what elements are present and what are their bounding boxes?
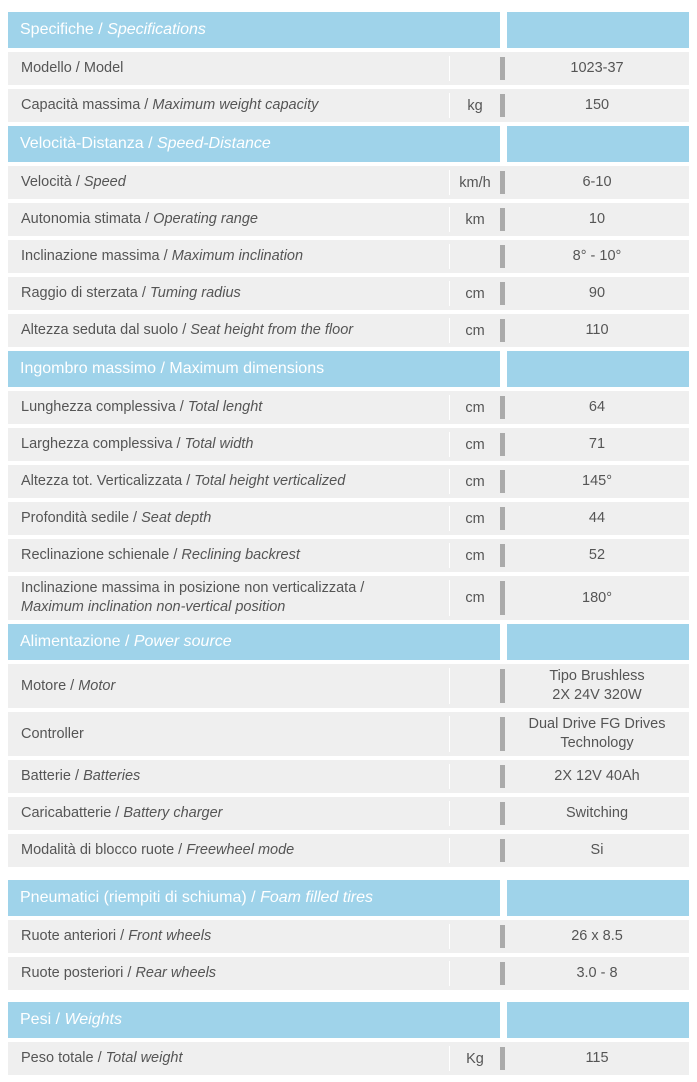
spec-unit: cm (465, 547, 485, 564)
spec-label (8, 89, 449, 122)
unit-cell (449, 391, 500, 424)
spec-value-line: 2X 24V 320W (552, 687, 642, 703)
spec-value-line: 150 (584, 97, 610, 114)
unit-divider (449, 56, 450, 81)
spec-row (8, 797, 689, 830)
spec-row (8, 834, 689, 867)
section-title-it: Alimentazione / (20, 633, 134, 650)
unit-cell (449, 166, 500, 199)
spec-label-en: Total width (184, 436, 254, 453)
unit-cell (449, 428, 500, 461)
spec-row (8, 1042, 689, 1075)
spec-value-line: 110 (585, 322, 609, 339)
spec-row (8, 576, 689, 620)
section-header (8, 126, 689, 162)
spec-label-en: Reclining backrest (181, 547, 300, 564)
spec-value-line: Dual Drive FG Drives (528, 716, 666, 733)
spec-value (505, 1042, 689, 1075)
spec-label (8, 664, 449, 708)
spec-value (505, 465, 689, 498)
spec-label-it: Ruote anteriori / (21, 928, 129, 945)
spec-value-line: 145° (582, 473, 612, 490)
unit-divider (449, 961, 450, 986)
spec-value (505, 166, 689, 199)
section-title-en: Specifications (107, 21, 206, 38)
spec-unit: cm (465, 285, 485, 302)
spec-label-en: Total lenght (187, 399, 263, 416)
spec-label (8, 277, 449, 310)
header-value-cell (507, 351, 689, 387)
section-header (8, 624, 689, 660)
unit-cell (449, 834, 500, 867)
spec-unit: cm (465, 473, 485, 490)
spec-value-line: 52 (588, 547, 606, 564)
spec-label-en: Maximum inclination (171, 248, 304, 265)
spec-label-it: Modalità di blocco ruote / (21, 842, 187, 859)
spec-unit: cm (465, 322, 485, 339)
header-divider (500, 1002, 507, 1038)
spec-unit: km (465, 211, 485, 228)
header-divider (500, 624, 507, 660)
unit-cell (449, 89, 500, 122)
spec-row (8, 664, 689, 708)
section-title-en: Foam filled tires (260, 889, 373, 906)
spec-label-en: Front wheels (128, 928, 212, 945)
spec-value (505, 664, 689, 708)
spec-value-line: Tipo Brushless (549, 668, 645, 685)
unit-divider (449, 668, 450, 704)
spec-value-line: Switching (565, 805, 629, 822)
spec-value (505, 797, 689, 830)
spec-value-line: 64 (588, 399, 606, 416)
unit-cell (449, 277, 500, 310)
section-title (8, 351, 500, 387)
spec-label-it: Ruote posteriori / (21, 965, 136, 982)
spec-label (8, 920, 449, 953)
spec-label-it: Reclinazione schienale / (21, 547, 182, 564)
spec-value (505, 502, 689, 535)
spec-value (505, 957, 689, 990)
unit-divider (449, 764, 450, 789)
section-title-en: Power source (133, 633, 232, 650)
spec-label-it: Capacità massima / (21, 97, 153, 114)
unit-cell (449, 240, 500, 273)
spec-label-it: Batterie / (21, 768, 84, 785)
spec-label-en: Battery charger (123, 805, 223, 822)
unit-cell (449, 465, 500, 498)
spec-value-line: 26 x 8.5 (571, 928, 623, 945)
section-title (8, 126, 500, 162)
spec-sheet (8, 0, 689, 1075)
spec-label (8, 576, 449, 620)
unit-divider (449, 924, 450, 949)
spec-label (8, 203, 449, 236)
section-header (8, 351, 689, 387)
spec-label (8, 797, 449, 830)
spec-label (8, 240, 449, 273)
spec-value-line: 2X 12V 40Ah (554, 768, 640, 785)
spec-value-line: 6-10 (582, 174, 612, 191)
spec-label-en: Operating range (153, 211, 258, 228)
spec-unit: km/h (459, 174, 491, 191)
unit-cell (449, 52, 500, 85)
spec-label (8, 760, 449, 793)
spec-value-line: 1023-37 (570, 60, 624, 77)
spec-label (8, 712, 449, 756)
spec-row (8, 89, 689, 122)
spec-label (8, 957, 449, 990)
spec-label (8, 539, 449, 572)
header-divider (500, 12, 507, 48)
spec-value (505, 89, 689, 122)
spec-label-it: Autonomia stimata / (21, 211, 154, 228)
spec-label-en: Total weight (105, 1050, 183, 1067)
section-title-it: Ingombro massimo / Maximum dimensions (20, 360, 325, 377)
section-title (8, 12, 500, 48)
spec-label-it: Caricabatterie / (21, 805, 124, 822)
spec-value-line: 3.0 - 8 (576, 965, 618, 982)
section-title-it: Specifiche / (20, 21, 108, 38)
spec-row (8, 957, 689, 990)
section-title (8, 1002, 500, 1038)
spec-row (8, 240, 689, 273)
spec-value (505, 920, 689, 953)
spec-row (8, 502, 689, 535)
spec-value-line: 44 (588, 510, 606, 527)
spec-label-en: Total height verticalized (194, 473, 346, 490)
header-value-cell (507, 12, 689, 48)
spec-value (505, 576, 689, 620)
spec-value-line: 8° - 10° (572, 248, 622, 265)
unit-cell (449, 502, 500, 535)
spec-row (8, 203, 689, 236)
section-title-en: Speed-Distance (156, 135, 271, 152)
spec-unit: cm (465, 436, 485, 453)
header-value-cell (507, 1002, 689, 1038)
spec-value (505, 277, 689, 310)
spec-row (8, 166, 689, 199)
spec-label-it: Altezza tot. Verticalizzata / (21, 473, 195, 490)
spec-label (8, 314, 449, 347)
header-value-cell (507, 880, 689, 916)
unit-divider (449, 716, 450, 752)
spec-label-it: Lunghezza complessiva / (21, 399, 188, 416)
spec-value-line: 180° (582, 589, 612, 606)
spec-value (505, 314, 689, 347)
spec-value-line: Si (590, 842, 604, 859)
spec-row (8, 314, 689, 347)
section-header (8, 1002, 689, 1038)
section-header (8, 12, 689, 48)
spec-label-it: Velocità / (21, 174, 84, 191)
spec-label-it: Profondità sedile / (21, 510, 142, 527)
spec-label-en: Rear wheels (135, 965, 217, 982)
spec-value-line: Technology (560, 735, 634, 751)
section-header (8, 880, 689, 916)
spec-label-it: Altezza seduta dal suolo / (21, 322, 191, 339)
unit-cell (449, 664, 500, 708)
spec-value-line: 115 (585, 1050, 609, 1067)
spec-value (505, 428, 689, 461)
spec-unit: cm (465, 510, 485, 527)
spec-label-it: Inclinazione massima in posizione non verticalizzata / (21, 580, 369, 597)
spec-row (8, 52, 689, 85)
unit-divider (449, 801, 450, 826)
spec-label-en: Speed (83, 174, 126, 191)
unit-cell (449, 957, 500, 990)
spec-unit: kg (467, 97, 483, 114)
spec-label-en: Maximum inclination non-vertical position (21, 599, 286, 615)
spec-value (505, 203, 689, 236)
spec-row (8, 465, 689, 498)
spec-row (8, 428, 689, 461)
header-value-cell (507, 126, 689, 162)
spec-label (8, 834, 449, 867)
unit-cell (449, 797, 500, 830)
spec-label-en: Motor (78, 677, 116, 694)
spec-value-line: 71 (588, 436, 606, 453)
spec-label-en: Batteries (83, 768, 141, 785)
unit-divider (449, 838, 450, 863)
spec-value (505, 391, 689, 424)
unit-cell (449, 712, 500, 756)
unit-cell (449, 576, 500, 620)
spec-row (8, 760, 689, 793)
section-title-it: Pesi / (20, 1011, 65, 1028)
unit-cell (449, 920, 500, 953)
spec-value (505, 834, 689, 867)
section-title-it: Velocità-Distanza / (20, 135, 157, 152)
spec-label-it: Raggio di sterzata / (21, 285, 150, 302)
spec-value (505, 539, 689, 572)
spec-label (8, 1042, 449, 1075)
spec-label-it: Larghezza complessiva / (21, 436, 185, 453)
spec-value-line: 90 (588, 285, 606, 302)
spec-value (505, 52, 689, 85)
unit-divider (449, 244, 450, 269)
spec-label-en: Freewheel mode (186, 842, 295, 859)
unit-cell (449, 203, 500, 236)
spec-value-line: 10 (588, 211, 606, 228)
spec-label (8, 465, 449, 498)
spec-value (505, 712, 689, 756)
spec-label-it: Modello / Model (21, 60, 124, 77)
spec-unit: Kg (466, 1050, 484, 1067)
unit-cell (449, 314, 500, 347)
spec-label-en: Seat depth (141, 510, 212, 527)
section-title (8, 880, 500, 916)
unit-cell (449, 1042, 500, 1075)
spec-row (8, 712, 689, 756)
spec-unit: cm (465, 590, 485, 606)
header-divider (500, 126, 507, 162)
section-title (8, 624, 500, 660)
header-divider (500, 351, 507, 387)
spec-label (8, 502, 449, 535)
spec-label-it: Controller (21, 725, 84, 742)
spec-row (8, 391, 689, 424)
spec-label-en: Tuming radius (149, 285, 241, 302)
section-title-en: Weights (64, 1011, 122, 1028)
spec-label-it: Motore / (21, 677, 79, 694)
spec-label (8, 428, 449, 461)
unit-cell (449, 760, 500, 793)
unit-cell (449, 539, 500, 572)
spec-row (8, 277, 689, 310)
spec-label-it: Peso totale / (21, 1050, 106, 1067)
spec-row (8, 920, 689, 953)
spec-label (8, 166, 449, 199)
spec-label (8, 52, 449, 85)
header-divider (500, 880, 507, 916)
spec-label (8, 391, 449, 424)
spec-row (8, 539, 689, 572)
header-value-cell (507, 624, 689, 660)
spec-value (505, 760, 689, 793)
spec-label-it: Inclinazione massima / (21, 248, 172, 265)
spec-unit: cm (465, 399, 485, 416)
spec-label-en: Seat height from the floor (190, 322, 354, 339)
spec-label-en: Maximum weight capacity (152, 97, 319, 114)
section-title-it: Pneumatici (riempiti di schiuma) / (20, 889, 261, 906)
spec-value (505, 240, 689, 273)
